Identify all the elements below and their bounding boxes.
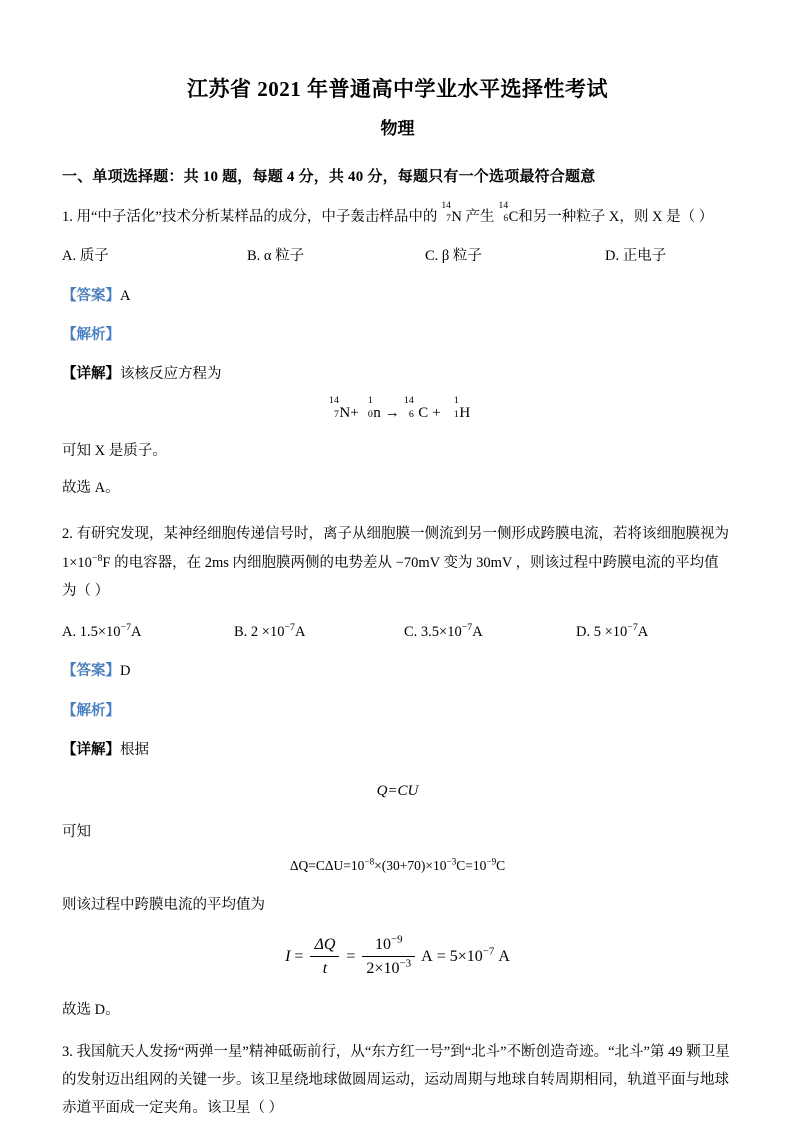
- question-1: [62, 199, 733, 502]
- question-1-options: [62, 242, 733, 270]
- question-2-stem-line-3: 为（ ）: [62, 582, 110, 599]
- isotope-carbon-symbol: C: [508, 209, 519, 225]
- question-2-option-c[interactable]: C. $3.5\times 10^{-7}A$: [404, 622, 483, 641]
- analysis-marker: 【解析】: [62, 702, 120, 719]
- question-3-stem-line-2: 的发射迈出组网的关键一步。该卫星绕地球做圆周运动，运动周期与地球自转周期相同，轨道平面与地球: [62, 1072, 729, 1089]
- detail-marker: 【详解】: [62, 741, 120, 758]
- question-2-answer-line: [62, 657, 733, 685]
- question-2-stem-line-2: $1\times 10^{-8}F$ 的电容器，在 2ms 内细胞膜两侧的电势差从 −70mV 变为 30mV ，则该过程中跨膜电流的平均值: [62, 552, 719, 571]
- question-1-option-b[interactable]: B. α 粒子: [247, 248, 305, 265]
- fraction-numeric: $\frac{10^{-9}}{2\times 10^{-3}}$: [362, 934, 415, 980]
- answer-marker: 【答案】: [62, 663, 120, 680]
- question-2-formula-delta-q: $\Delta Q=C\Delta U=10^{-8}\times(30+70)\times 10^{-3}C=10^{-9}C$: [289, 856, 506, 873]
- question-1-analysis-line: [62, 321, 733, 349]
- question-1-equation: 14 7 N+ 1 0 n → 14 6 C + 1 1 H: [62, 402, 733, 425]
- question-2-formula-qcu: Q=CU: [376, 783, 419, 800]
- eq-isotope-n: 14 7: [329, 395, 339, 421]
- question-1-option-a[interactable]: A. 质子: [62, 248, 109, 265]
- question-2-answer-value: D: [120, 663, 131, 680]
- question-1-detail-line: [62, 360, 733, 388]
- question-1-answer-line: [62, 282, 733, 310]
- question-2-then-text: 则该过程中跨膜电流的平均值为: [62, 897, 265, 914]
- isotope-nitrogen-14: 14 7: [441, 199, 451, 225]
- page-title: 江苏省 2021 年普通高中学业水平选择性考试: [187, 77, 608, 101]
- page-subtitle: 物理: [380, 118, 415, 138]
- question-1-conclusion-2: 故选 A。: [62, 480, 120, 497]
- question-2-analysis-line: [62, 697, 733, 725]
- question-2-stem-line-1: 2. 有研究发现，某神经细胞传递信号时，离子从细胞膜一侧流到另一侧形成跨膜电流，若将该细胞膜视为: [62, 526, 729, 543]
- question-2-formula-current: I = $\frac{\Delta Q}{t}$ = $\frac{10^{-9}}{2\times 10^{-3}}$ $A = 5\times 10^{-7}$ A: [62, 934, 733, 980]
- question-1-stem-part3: 和另一种粒子 X，则 X 是（ ）: [518, 209, 714, 225]
- fraction-delta-q-over-t: $\frac{\Delta Q}{t}$: [310, 934, 339, 980]
- isotope-carbon-14: 14 6: [498, 199, 509, 225]
- eq-isotope-neutron: 1 0: [367, 395, 373, 421]
- question-2-option-b[interactable]: B. $2 \times 10^{-7}A$: [234, 622, 306, 641]
- question-2-kezhi: 可知: [62, 823, 91, 840]
- question-3: [62, 1038, 733, 1123]
- question-2-options: [62, 618, 733, 646]
- section-header: 一、单项选择题：共 10 题，每题 4 分，共 40 分，每题只有一个选项最符合题意: [62, 169, 596, 185]
- question-1-answer-value: A: [120, 287, 131, 304]
- question-1-option-c[interactable]: C. β 粒子: [425, 248, 482, 265]
- question-1-detail-lead: 该核反应方程为: [120, 366, 222, 383]
- question-2-option-d[interactable]: D. $5 \times 10^{-7}A$: [576, 622, 649, 641]
- isotope-nitrogen-symbol: N: [451, 209, 462, 225]
- question-3-stem-line-3: 赤道平面成一定夹角。该卫星（ ）: [62, 1100, 284, 1117]
- question-1-stem-part1: 用“中子活化”技术分析某样品的成分，中子轰击样品中的: [76, 209, 438, 225]
- answer-marker: 【答案】: [62, 287, 120, 304]
- question-1-number: 1.: [62, 209, 73, 225]
- analysis-marker: 【解析】: [62, 326, 120, 343]
- question-2-option-a[interactable]: A. $1.5\times 10^{-7}A$: [62, 622, 142, 641]
- question-2: [62, 520, 733, 1024]
- question-1-stem: [62, 199, 733, 231]
- question-2-detail-lead: 根据: [120, 741, 149, 758]
- question-2-conclusion: 故选 D。: [62, 1001, 120, 1018]
- question-1-conclusion-1: 可知 X 是质子。: [62, 442, 167, 459]
- question-2-number: 2.: [62, 526, 73, 543]
- question-3-stem-line-1: 3. 我国航天人发扬“两弹一星”精神砥砺前行，从“东方红一号”到“北斗”不断创造奇迹。“北斗”第 49 颗卫星: [62, 1043, 730, 1060]
- question-2-detail-line: [62, 736, 733, 764]
- eq-isotope-h: 1 1: [453, 395, 459, 421]
- detail-marker: 【详解】: [62, 366, 120, 383]
- eq-isotope-c: 14 6: [403, 395, 414, 421]
- question-1-option-d[interactable]: D. 正电子: [605, 248, 667, 265]
- question-3-number: 3.: [62, 1043, 73, 1060]
- question-1-stem-part2: 产生: [465, 209, 495, 225]
